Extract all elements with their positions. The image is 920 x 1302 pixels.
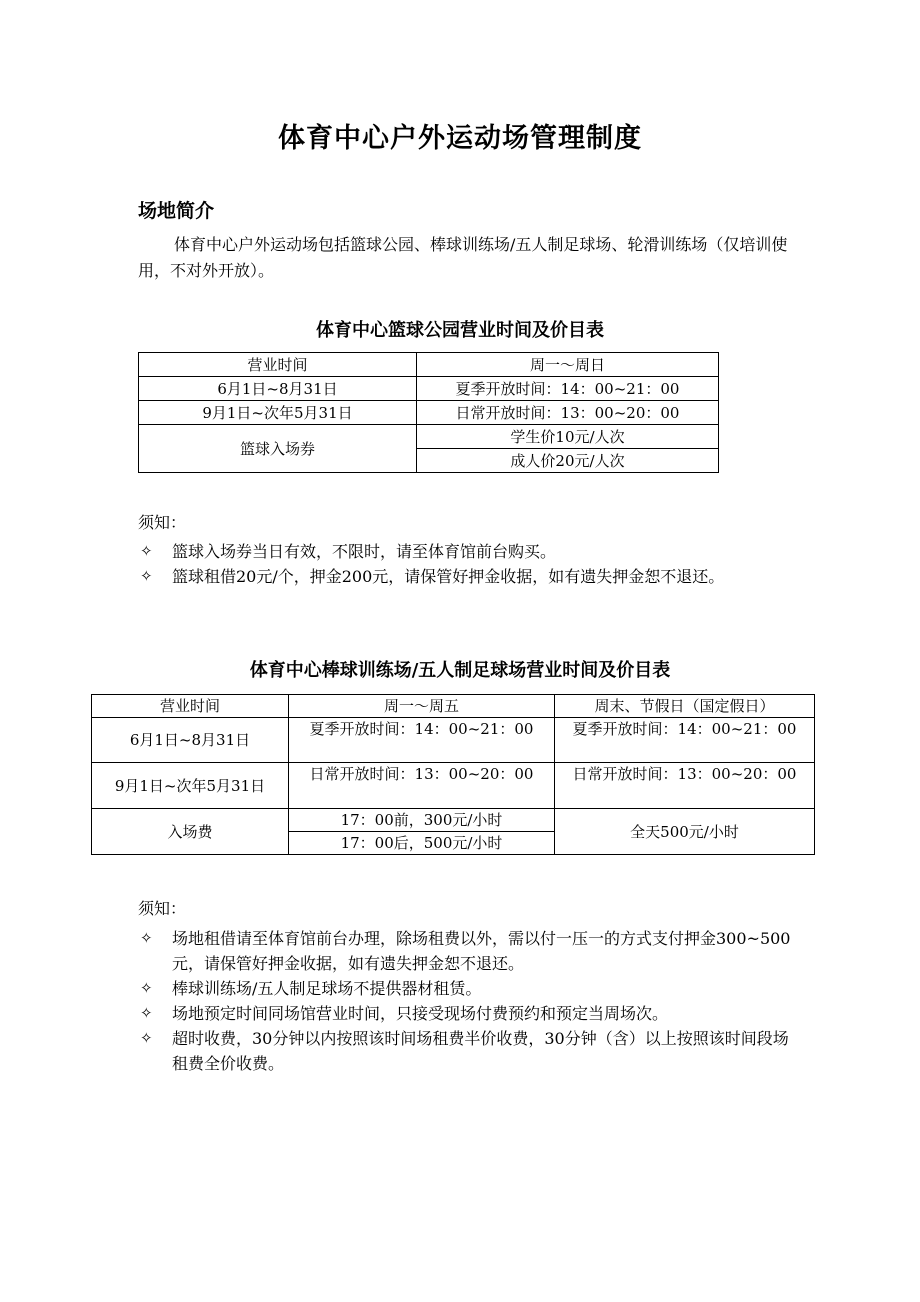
diamond-bullet-icon: ✧ bbox=[140, 1004, 153, 1022]
header-cell: 周末、节假日（国定假日） bbox=[555, 695, 815, 718]
section-heading: 场地简介 bbox=[138, 200, 215, 222]
table-cell: 9月1日~次年5月31日 bbox=[92, 763, 289, 809]
page-title: 体育中心户外运动场管理制度 bbox=[278, 123, 642, 154]
table-cell: 日常开放时间：13：00~20：00 bbox=[289, 763, 555, 809]
header-cell: 营业时间 bbox=[139, 353, 417, 377]
diamond-bullet-icon: ✧ bbox=[140, 929, 153, 947]
table-cell: 日常开放时间：13：00~20：00 bbox=[555, 763, 815, 809]
price-cell: 17：00后，500元/小时 bbox=[289, 832, 555, 855]
note-text: 篮球租借20元/个，押金200元，请保管好押金收据，如有遗失押金恕不退还。 bbox=[172, 567, 725, 586]
note-text: 场地预定时间同场馆营业时间，只接受现场付费预约和预定当周场次。 bbox=[172, 1004, 669, 1023]
table-row bbox=[92, 763, 815, 809]
table-row bbox=[139, 377, 719, 401]
table-cell: 夏季开放时间：14：00~21：00 bbox=[289, 718, 555, 763]
table-cell: 9月1日~次年5月31日 bbox=[139, 401, 417, 425]
note-text: 场地租借请至体育馆前台办理，除场租费以外，需以付一压一的方式支付押金300~500元，请保管好押金收据，如有遗失押金恕不退还。 bbox=[172, 929, 791, 973]
diamond-bullet-icon: ✧ bbox=[140, 542, 153, 560]
header-cell: 周一～周五 bbox=[289, 695, 555, 718]
notes-list bbox=[138, 539, 798, 589]
diamond-bullet-icon: ✧ bbox=[140, 567, 153, 585]
price-cell: 学生价10元/人次 bbox=[417, 425, 719, 449]
list-item bbox=[138, 539, 798, 564]
table-cell: 夏季开放时间：14：00~21：00 bbox=[555, 718, 815, 763]
notes-label: 须知： bbox=[138, 513, 187, 532]
table-cell: 夏季开放时间：14：00~21：00 bbox=[417, 377, 719, 401]
intro-paragraph: 体育中心户外运动场包括篮球公园、棒球训练场/五人制足球场、轮滑训练场（仅培训使用，不对外开放）。 bbox=[138, 235, 788, 280]
list-item bbox=[138, 1001, 798, 1026]
notes-label: 须知： bbox=[138, 899, 187, 918]
table-header-row bbox=[139, 353, 719, 377]
price-cell: 成人价20元/人次 bbox=[417, 449, 719, 473]
table-cell: 6月1日~8月31日 bbox=[92, 718, 289, 763]
table-row bbox=[92, 718, 815, 763]
list-item bbox=[138, 1026, 798, 1076]
baseball-football-price-table bbox=[91, 694, 815, 855]
table-cell: 日常开放时间：13：00~20：00 bbox=[417, 401, 719, 425]
list-item bbox=[138, 564, 798, 589]
table-cell: 6月1日~8月31日 bbox=[139, 377, 417, 401]
table1-title: 体育中心篮球公园营业时间及价目表 bbox=[316, 320, 604, 341]
table-header-row bbox=[92, 695, 815, 718]
price-cell: 17：00前，300元/小时 bbox=[289, 809, 555, 832]
note-text: 棒球训练场/五人制足球场不提供器材租赁。 bbox=[172, 979, 482, 998]
ticket-label-cell: 篮球入场券 bbox=[139, 425, 417, 473]
table-row bbox=[92, 809, 815, 832]
notes-list bbox=[138, 926, 798, 1076]
list-item bbox=[138, 976, 798, 1001]
diamond-bullet-icon: ✧ bbox=[140, 1029, 153, 1047]
table-row bbox=[139, 401, 719, 425]
list-item bbox=[138, 926, 798, 976]
note-text: 超时收费，30分钟以内按照该时间场租费半价收费，30分钟（含）以上按照该时间段场租费全价收费。 bbox=[172, 1029, 789, 1073]
basketball-price-table bbox=[138, 352, 719, 473]
price-cell: 全天500元/小时 bbox=[555, 809, 815, 855]
fee-label-cell: 入场费 bbox=[92, 809, 289, 855]
note-text: 篮球入场券当日有效，不限时，请至体育馆前台购买。 bbox=[172, 542, 557, 561]
diamond-bullet-icon: ✧ bbox=[140, 979, 153, 997]
table2-title: 体育中心棒球训练场/五人制足球场营业时间及价目表 bbox=[249, 660, 671, 681]
header-cell: 周一～周日 bbox=[417, 353, 719, 377]
table-row bbox=[139, 425, 719, 449]
header-cell: 营业时间 bbox=[92, 695, 289, 718]
